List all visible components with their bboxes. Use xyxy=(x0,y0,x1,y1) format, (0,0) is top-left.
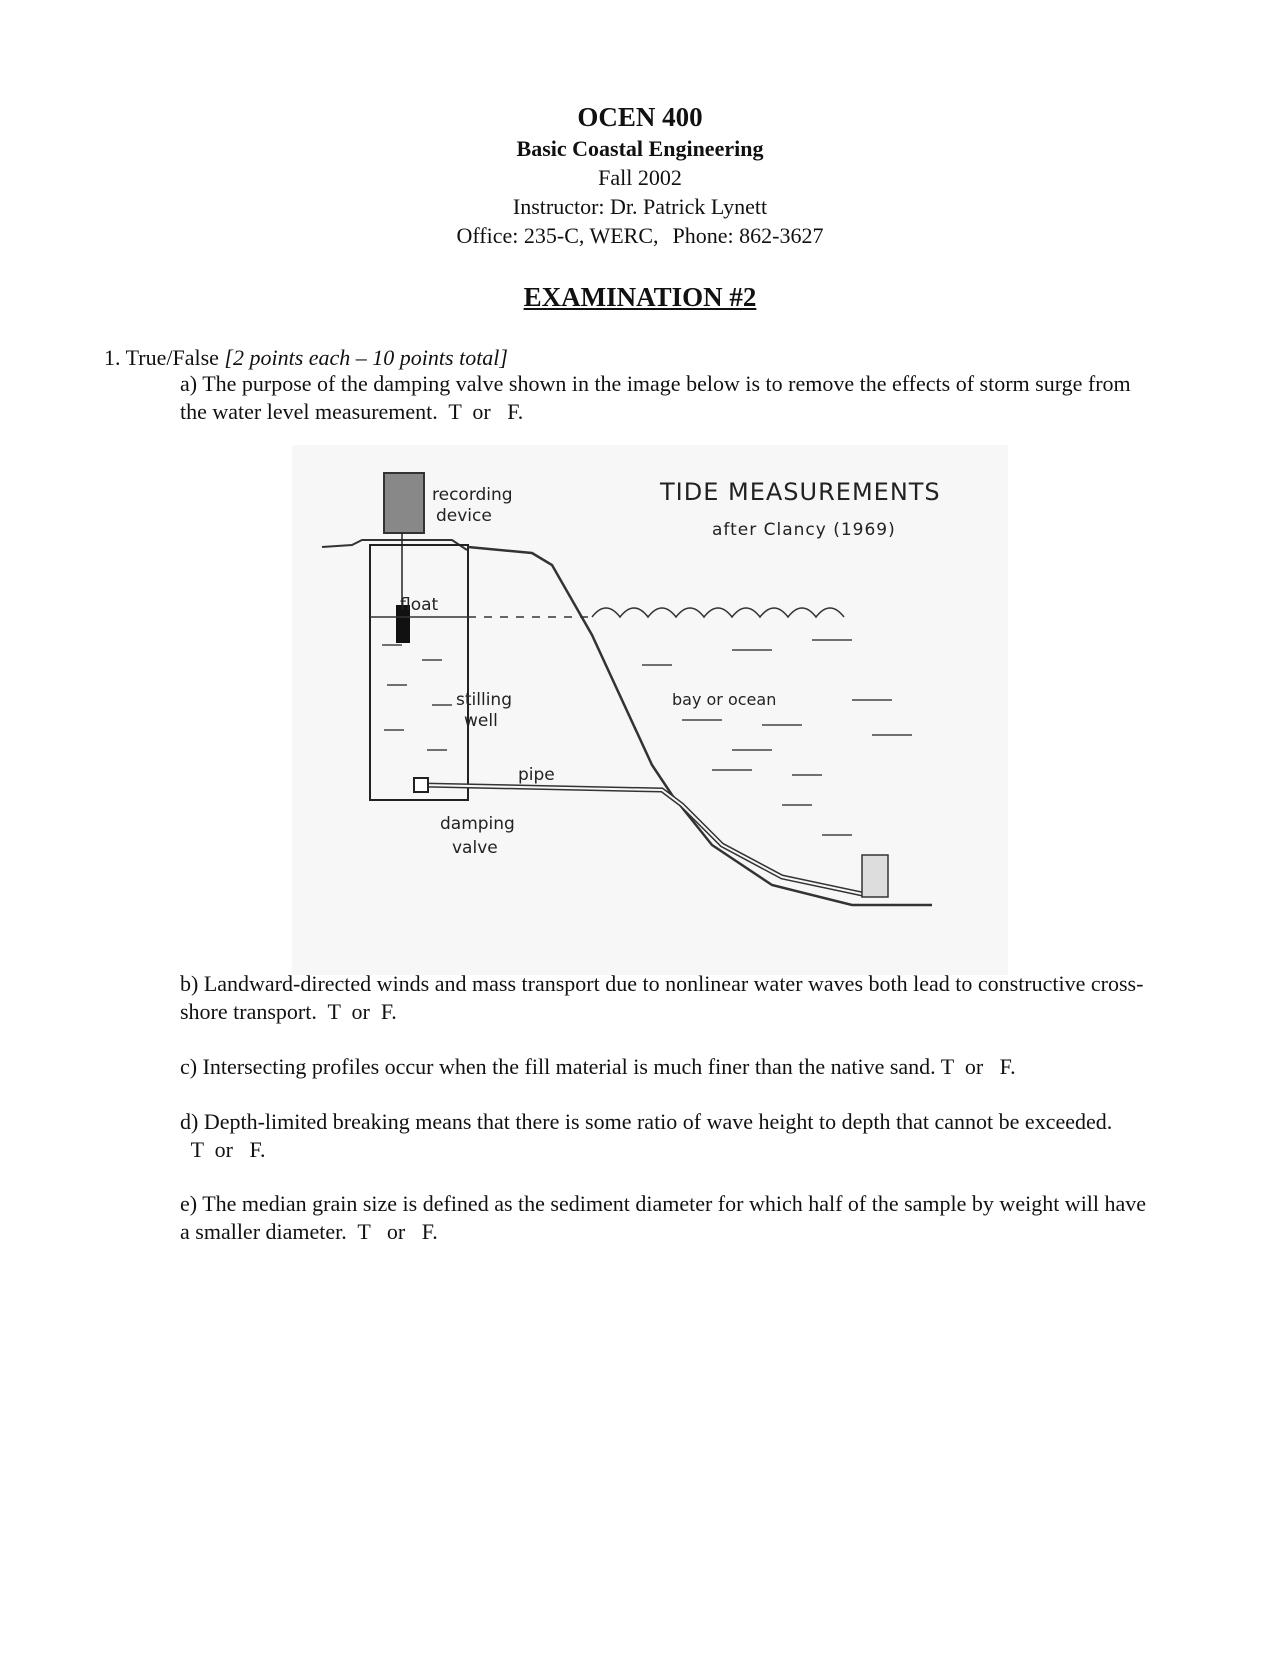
question-item-c xyxy=(180,1053,1160,1081)
label-valve: valve xyxy=(452,838,498,858)
question-1-label: 1. True/False xyxy=(104,345,219,370)
course-name: Basic Coastal Engineering xyxy=(516,136,764,161)
question-item-b xyxy=(180,970,1160,1026)
question-1-points: [2 points each – 10 points total] xyxy=(224,345,508,370)
true-false-choice: T or F. xyxy=(316,999,397,1024)
tide-measurement-figure xyxy=(292,445,1008,975)
true-false-choice: T or F. xyxy=(180,1137,266,1162)
course-code: OCEN 400 xyxy=(577,102,703,132)
term: Fall 2002 xyxy=(598,165,682,190)
office-info: Office: 235-C, WERC, xyxy=(456,223,659,248)
figure-title: TIDE MEASUREMENTS xyxy=(660,478,941,506)
pipe-intake xyxy=(862,855,888,897)
label-damping: damping xyxy=(440,814,515,834)
label-device: device xyxy=(436,506,492,526)
question-item-e xyxy=(180,1190,1160,1246)
item-text: b) Landward-directed winds and mass transport due to nonlinear water waves both lead to constructive cross-shore transport. xyxy=(180,971,1144,1024)
phone-info: Phone: 862-3627 xyxy=(672,223,824,248)
item-text: d) Depth-limited breaking means that there is some ratio of wave height to depth that cannot be exceeded. xyxy=(180,1109,1113,1134)
item-text: c) Intersecting profiles occur when the fill material is much finer than the native sand. xyxy=(180,1054,936,1079)
question-1-heading xyxy=(104,344,508,372)
true-false-choice: T or F. xyxy=(346,1219,438,1244)
office-line xyxy=(0,221,1280,250)
label-float: float xyxy=(400,595,439,615)
item-text: e) The median grain size is defined as the sediment diameter for which half of the sample by weight will have a smaller diameter. xyxy=(180,1191,1147,1244)
label-bay-or-ocean: bay or ocean xyxy=(672,690,777,709)
recording-device-box xyxy=(384,473,424,533)
question-item-a xyxy=(180,370,1160,426)
item-text: a) The purpose of the damping valve shown in the image below is to remove the effects of storm surge from the water level measurement. xyxy=(180,371,1131,424)
tide-diagram xyxy=(292,445,1008,975)
question-item-d xyxy=(180,1108,1160,1164)
label-pipe: pipe xyxy=(518,765,555,785)
label-recording: recording xyxy=(432,485,513,505)
label-well: well xyxy=(464,711,498,731)
instructor: Instructor: Dr. Patrick Lynett xyxy=(512,194,768,219)
label-stilling: stilling xyxy=(456,690,512,710)
true-false-choice: T or F. xyxy=(437,399,524,424)
damping-valve xyxy=(414,778,428,792)
true-false-choice: T or F. xyxy=(935,1054,1016,1079)
exam-header xyxy=(0,100,1280,250)
figure-credit: after Clancy (1969) xyxy=(712,520,896,540)
exam-title: EXAMINATION #2 xyxy=(523,282,757,312)
